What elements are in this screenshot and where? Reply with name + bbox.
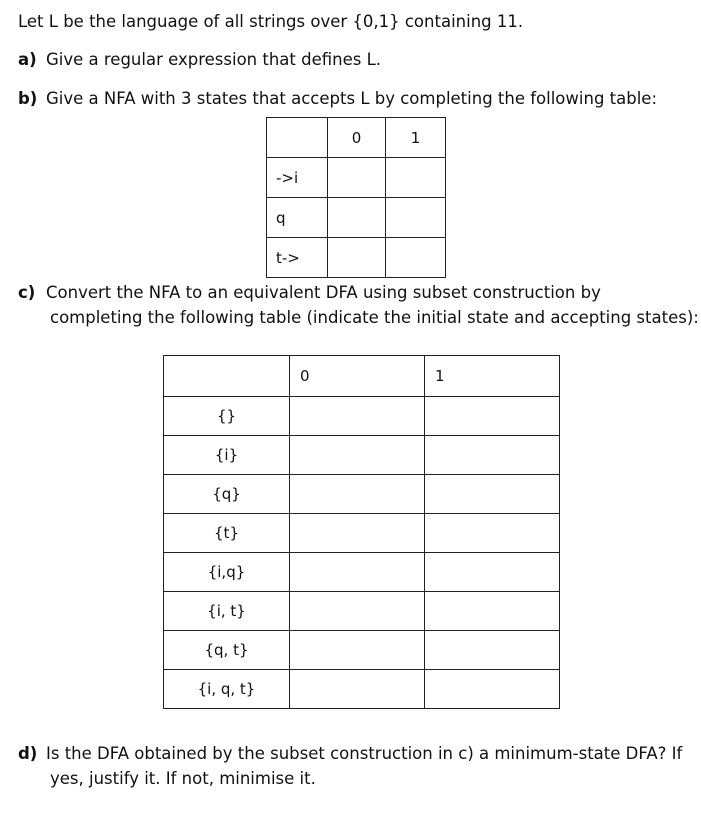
question-b-label: b) <box>18 89 38 108</box>
dfa-cell-0 <box>290 436 425 475</box>
dfa-row <box>164 436 560 475</box>
question-c <box>18 283 601 303</box>
dfa-state-iqt: {i, q, t} <box>164 670 290 709</box>
dfa-row <box>164 592 560 631</box>
dfa-cell-1 <box>425 631 560 670</box>
dfa-state-t: {t} <box>164 514 290 553</box>
dfa-header-blank <box>164 356 290 397</box>
dfa-cell-0 <box>290 670 425 709</box>
dfa-state-q: {q} <box>164 475 290 514</box>
dfa-header-1: 1 <box>425 356 560 397</box>
dfa-row <box>164 631 560 670</box>
dfa-cell-1 <box>425 436 560 475</box>
dfa-cell-1 <box>425 592 560 631</box>
dfa-cell-1 <box>425 670 560 709</box>
nfa-cell-t-1 <box>386 238 446 278</box>
dfa-cell-1 <box>425 553 560 592</box>
nfa-cell-q-0 <box>328 198 386 238</box>
nfa-cell-i-0 <box>328 158 386 198</box>
dfa-state-empty: {} <box>164 397 290 436</box>
question-d <box>18 744 682 764</box>
dfa-header-0: 0 <box>290 356 425 397</box>
dfa-cell-1 <box>425 514 560 553</box>
nfa-row-i <box>267 158 446 198</box>
question-d-continuation <box>50 769 316 789</box>
dfa-header-row <box>164 356 560 397</box>
dfa-cell-0 <box>290 475 425 514</box>
question-d-text-line2: yes, justify it. If not, minimise it. <box>50 769 316 788</box>
dfa-row <box>164 475 560 514</box>
dfa-row <box>164 670 560 709</box>
question-c-text-line2: completing the following table (indicate the initial state and accepting states): <box>50 308 699 327</box>
nfa-header-blank <box>267 118 328 158</box>
dfa-row <box>164 553 560 592</box>
nfa-state-i: ->i <box>267 158 328 198</box>
intro-text <box>18 12 523 32</box>
dfa-cell-0 <box>290 514 425 553</box>
dfa-state-i: {i} <box>164 436 290 475</box>
question-a-label: a) <box>18 50 37 69</box>
question-c-text-line1: Convert the NFA to an equivalent DFA using subset construction by <box>46 283 601 302</box>
question-a <box>18 50 381 70</box>
intro-sentence: Let L be the language of all strings over {0,1} containing 11. <box>18 12 524 31</box>
nfa-cell-i-1 <box>386 158 446 198</box>
dfa-cell-0 <box>290 553 425 592</box>
dfa-state-qt: {q, t} <box>164 631 290 670</box>
question-d-text-line1: Is the DFA obtained by the subset construction in c) a minimum-state DFA? If <box>46 744 683 763</box>
nfa-header-row <box>267 118 446 158</box>
dfa-cell-1 <box>425 475 560 514</box>
dfa-cell-0 <box>290 631 425 670</box>
nfa-row-q <box>267 198 446 238</box>
question-d-label: d) <box>18 744 38 763</box>
dfa-state-it: {i, t} <box>164 592 290 631</box>
dfa-cell-1 <box>425 397 560 436</box>
question-a-text: Give a regular expression that defines L. <box>46 50 382 69</box>
nfa-state-t: t-> <box>267 238 328 278</box>
dfa-state-iq: {i,q} <box>164 553 290 592</box>
dfa-row <box>164 397 560 436</box>
nfa-header-0: 0 <box>328 118 386 158</box>
dfa-cell-0 <box>290 592 425 631</box>
nfa-row-t <box>267 238 446 278</box>
nfa-cell-q-1 <box>386 198 446 238</box>
nfa-header-1: 1 <box>386 118 446 158</box>
dfa-subset-table <box>163 355 560 709</box>
question-b-text: Give a NFA with 3 states that accepts L by completing the following table: <box>46 89 658 108</box>
question-c-continuation <box>50 308 699 328</box>
question-b <box>18 89 657 109</box>
question-c-label: c) <box>18 283 36 302</box>
nfa-transition-table <box>266 117 446 278</box>
nfa-state-q: q <box>267 198 328 238</box>
dfa-cell-0 <box>290 397 425 436</box>
dfa-row <box>164 514 560 553</box>
nfa-cell-t-0 <box>328 238 386 278</box>
